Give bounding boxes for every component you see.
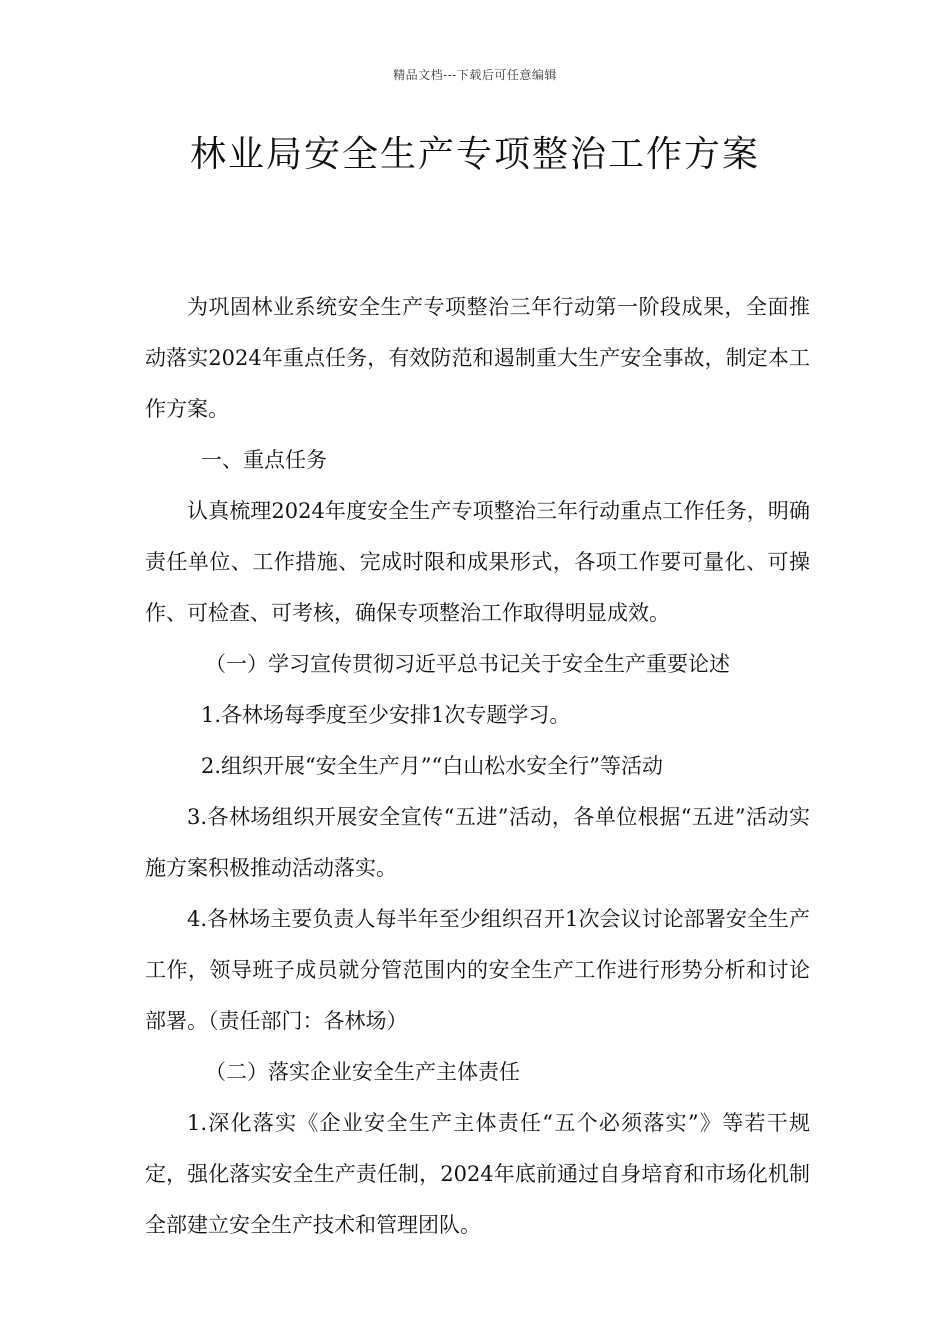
section-heading-key-tasks: 一、重点任务 <box>201 448 327 472</box>
list-item: 3.各林场组织开展安全宣传“五进”活动，各单位根据“五进”活动实施方案积极推动活动落实。 <box>145 805 810 880</box>
document-body <box>145 282 810 1251</box>
document-title: 林业局安全生产专项整治工作方案 <box>189 134 760 175</box>
section-1-paragraph: 认真梳理2024年度安全生产专项整治三年行动重点工作任务，明确责任单位、工作措施、完成时限和成果形式，各项工作要可量化、可操作、可检查、可考核，确保专项整治工作取得明显成效。 <box>145 499 810 625</box>
list-item: 2.组织开展“安全生产月”“白山松水安全行”等活动 <box>201 754 663 778</box>
list-item: 1.深化落实《企业安全生产主体责任“五个必须落实”》等若干规定，强化落实安全生产责任制，2024年底前通过自身培育和市场化机制全部建立安全生产技术和管理团队。 <box>145 1111 810 1237</box>
list-item: 1.各林场每季度至少安排1次专题学习。 <box>201 703 571 727</box>
subsection-heading-1: （一）学习宣传贯彻习近平总书记关于安全生产重要论述 <box>205 652 730 676</box>
subsection-heading-2: （二）落实企业安全生产主体责任 <box>205 1060 520 1084</box>
header-note: 精品文档---下载后可任意编辑 <box>393 68 557 82</box>
intro-paragraph: 为巩固林业系统安全生产专项整治三年行动第一阶段成果，全面推动落实2024年重点任务，有效防范和遏制重大生产安全事故，制定本工作方案。 <box>145 295 810 421</box>
list-item: 4.各林场主要负责人每半年至少组织召开1次会议讨论部署安全生产工作，领导班子成员就分管范围内的安全生产工作进行形势分析和讨论部署。（责任部门：各林场） <box>145 907 810 1033</box>
